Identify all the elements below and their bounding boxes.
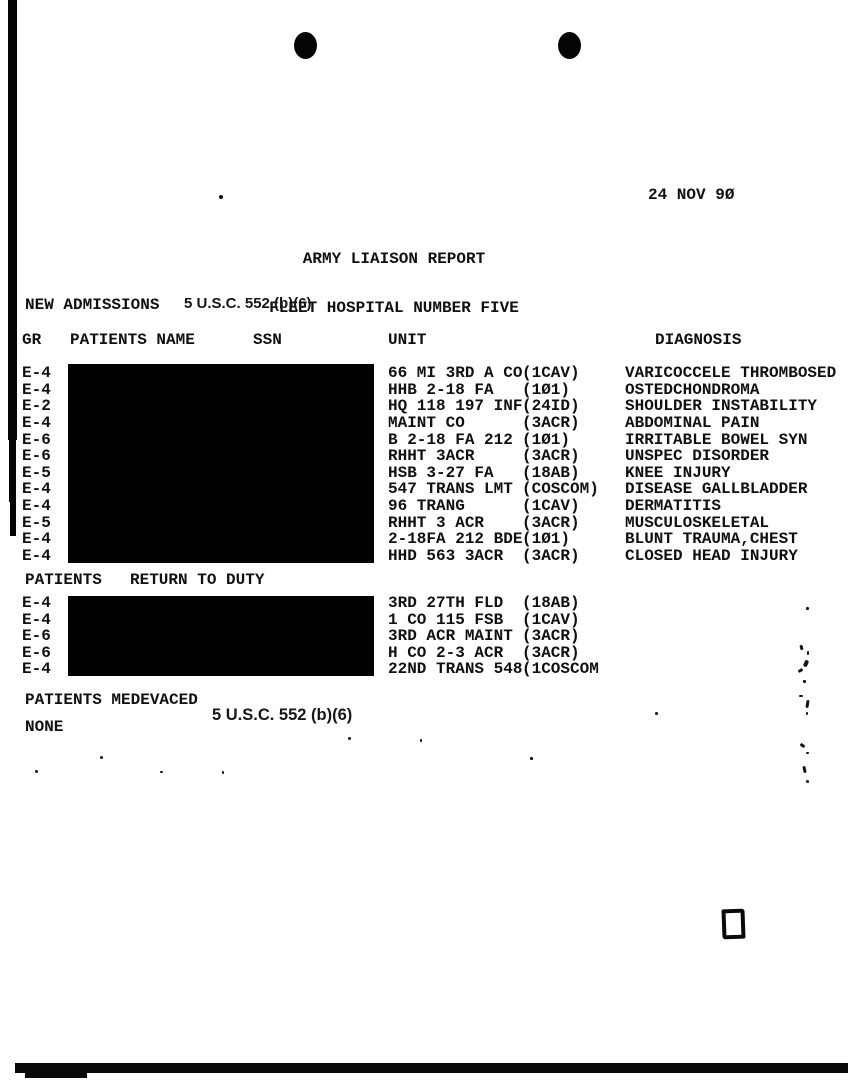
scan-bottom-bar [15,1063,848,1073]
unit-group-cell: (COSCOM) [522,480,599,499]
diagnosis-cell: VARICOCCELE THROMBOSED [625,364,837,382]
rtd-row [0,628,850,645]
unit-group-cell: (24ID) [522,397,580,416]
diagnosis-cell: IRRITABLE BOWEL SYN [625,430,808,449]
unit-cell: HHD 563 3ACR [388,547,504,566]
report-title [244,219,544,348]
admission-row [0,448,850,465]
unit-group-cell: (18AB) [522,463,580,482]
diagnosis-cell: ABDOMINAL PAIN [625,413,760,432]
foia-exemption-stamp: 5 U.S.C. 552 (b)(6) [184,295,312,312]
grade-cell: E-4 [22,497,51,516]
unit-group-cell: (1Ø1) [522,380,571,399]
unit-cell: 547 TRANS LMT [388,480,513,499]
scan-speck [807,651,809,655]
diagnosis-cell: BLUNT TRAUMA,CHEST [625,530,798,549]
diagnosis-cell: SHOULDER INSTABILITY [625,397,818,416]
unit-cell: 2-18FA 212 BDE [388,530,523,549]
admission-row [0,498,850,515]
scan-speck [806,712,808,715]
grade-cell: E-4 [22,364,51,382]
scan-speck [806,780,809,783]
unit-group-cell: (1Ø1) [522,530,571,549]
rtd-row [0,612,850,629]
table-header-row [0,332,850,349]
grade-cell: E-4 [22,380,51,399]
return-to-duty-table [0,595,850,678]
rtd-row [0,661,850,678]
scan-speck [219,195,223,199]
diagnosis-cell: DISEASE GALLBLADDER [625,480,808,499]
unit-cell: 22ND TRANS 548 [388,660,523,678]
unit-cell: H CO 2-3 ACR [388,643,504,662]
scan-speck [805,700,809,708]
hole-punch-right-icon [558,32,581,59]
unit-cell: HSB 3-27 FA [388,463,494,482]
scan-speck [530,757,533,760]
admission-row [0,515,850,532]
column-header-ssn: SSN [253,331,282,349]
column-header-gr: GR [22,331,42,349]
scan-speck [35,770,38,773]
admission-row [0,481,850,498]
scan-speck [803,680,806,683]
scan-speck [800,743,806,748]
grade-cell: E-6 [22,447,51,466]
unit-group-cell: (3ACR) [522,447,580,466]
rtd-heading-word2: RETURN TO DUTY [130,571,265,589]
unit-cell: 3RD ACR MAINT [388,627,513,645]
grade-cell: E-4 [22,594,51,612]
medevaced-value: NONE [25,718,64,736]
diagnosis-cell: OSTEDCHONDROMA [625,380,760,399]
unit-cell: RHHT 3ACR [388,447,475,466]
scan-speck [420,739,422,742]
unit-cell: RHHT 3 ACR [388,513,485,532]
unit-group-cell: (3ACR) [522,643,580,662]
unit-cell: 3RD 27TH FLD [388,594,504,612]
unit-cell: HHB 2-18 FA [388,380,494,399]
report-title-line2: FLEET HOSPITAL NUMBER FIVE [269,299,519,317]
diagnosis-cell: UNSPEC DISORDER [625,447,770,466]
admission-row [0,465,850,482]
admission-row [0,415,850,432]
grade-cell: E-4 [22,610,51,629]
grade-cell: E-5 [22,513,51,532]
unit-cell: 66 MI 3RD A CO [388,364,523,382]
grade-cell: E-5 [22,463,51,482]
diagnosis-cell: CLOSED HEAD INJURY [625,547,798,566]
unit-cell: 96 TRANG [388,497,465,516]
unit-group-cell: (1CAV) [522,497,580,516]
grade-cell: E-6 [22,430,51,449]
hole-punch-left-icon [294,32,317,59]
diagnosis-cell: KNEE INJURY [625,463,731,482]
scan-speck [799,695,803,697]
column-header-unit: UNIT [388,331,427,349]
column-header-diagnosis: DIAGNOSIS [655,331,742,349]
grade-cell: E-2 [22,397,51,416]
diagnosis-cell: DERMATITIS [625,497,722,516]
unit-group-cell: (3ACR) [522,627,580,645]
scan-speck [348,737,351,740]
admission-row [0,382,850,399]
unit-group-cell: (3ACR) [522,513,580,532]
unit-cell: MAINT CO [388,413,465,432]
grade-cell: E-4 [22,530,51,549]
grade-cell: E-6 [22,627,51,645]
rtd-row [0,645,850,662]
scan-speck [222,771,224,774]
grade-cell: E-4 [22,413,51,432]
admission-row [0,531,850,548]
unit-group-cell: (3ACR) [522,547,580,566]
unit-group-cell: (3ACR) [522,413,580,432]
grade-cell: E-6 [22,643,51,662]
rtd-heading-word1: PATIENTS [25,571,102,589]
scan-speck [100,756,103,759]
report-date: 24 NOV 9Ø [648,186,735,204]
scan-speck [655,712,658,715]
unit-group-cell: (1COSCOM [522,660,599,678]
unit-group-cell: (18AB) [522,594,580,612]
unit-cell: 1 CO 115 FSB [388,610,504,629]
admission-row [0,548,850,565]
rtd-row [0,595,850,612]
admission-row [0,398,850,415]
scan-speck [160,771,163,773]
scan-bottom-bar [25,1073,87,1078]
grade-cell: E-4 [22,660,51,678]
report-title-line1: ARMY LIAISON REPORT [302,250,486,268]
scan-speck [802,766,806,773]
new-admissions-heading: NEW ADMISSIONS [25,296,160,314]
admission-row [0,365,850,382]
return-to-duty-heading [0,572,850,589]
admission-row [0,432,850,449]
handwritten-box-icon [721,909,745,940]
scan-speck [806,752,809,754]
new-admissions-table [0,365,850,565]
unit-cell: B 2-18 FA 212 [388,430,513,449]
grade-cell: E-4 [22,480,51,499]
diagnosis-cell: MUSCULOSKELETAL [625,513,770,532]
unit-group-cell: (1Ø1) [522,430,571,449]
unit-group-cell: (1CAV) [522,364,580,382]
foia-exemption-stamp: 5 U.S.C. 552 (b)(6) [212,706,353,724]
unit-group-cell: (1CAV) [522,610,580,629]
grade-cell: E-4 [22,547,51,566]
column-header-name: PATIENTS NAME [70,331,195,349]
medevaced-heading: PATIENTS MEDEVACED [25,691,198,709]
unit-cell: HQ 118 197 INF [388,397,523,416]
